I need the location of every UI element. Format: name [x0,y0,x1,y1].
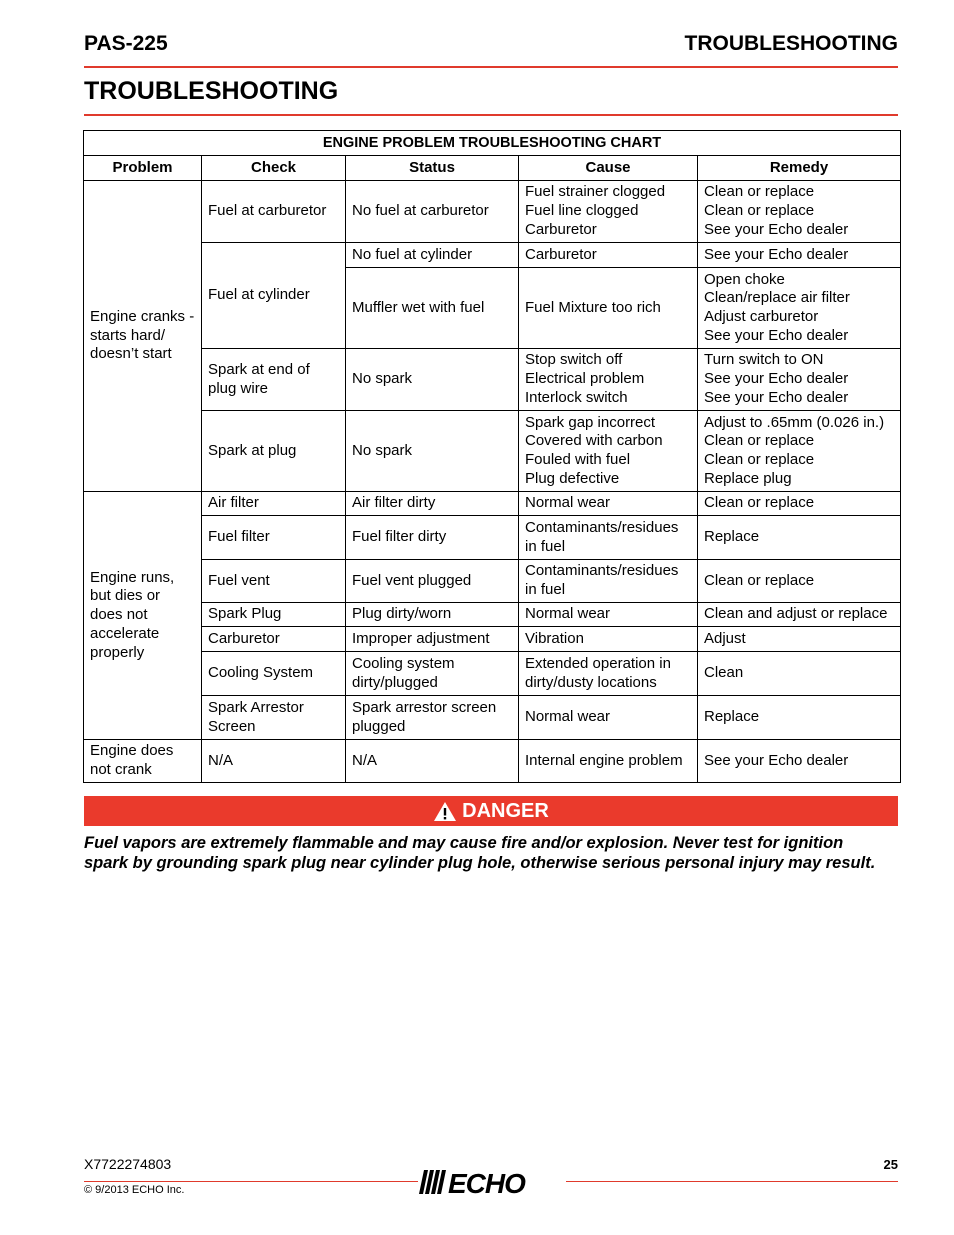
table-row [84,627,901,652]
cause-line: Interlock switch [525,388,628,406]
remedy-line: Adjust carburetor [704,308,819,325]
table-row [84,492,901,516]
status-cell: Air filter dirty [346,492,519,516]
check-cell: Spark at plug [202,411,346,492]
remedy-line: Open choke [704,270,785,288]
table-header-row [84,156,901,181]
table-row [84,560,901,603]
remedy-line: See your Echo dealer [704,326,849,344]
table-row [84,181,901,243]
check-cell: Air filter [202,492,346,516]
cause-cell: Carburetor [519,243,698,268]
remedy-cell: See your Echo dealer [698,740,901,783]
model-name: PAS-225 [84,32,168,55]
problem-cell: Engine runs, but dies or does not accelerate properly [84,492,202,740]
remedy-cell: Clean or replace [698,492,901,516]
remedy-line: See your Echo dealer [704,370,849,388]
check-cell: Cooling System [202,652,346,696]
check-cell: Spark Arrestor Screen [202,696,346,740]
remedy-cell [698,268,901,349]
copyright: © 9/2013 ECHO Inc. [84,1184,185,1196]
column-header: Problem [84,156,202,181]
table-row [84,740,901,783]
cause-cell: Normal wear [519,603,698,627]
column-header: Check [202,156,346,181]
cause-line: Covered with carbon [525,432,663,450]
cause-line: Fuel line clogged [525,202,639,220]
cause-line: Stop switch off [525,351,623,369]
echo-logo [418,1166,566,1200]
page-title: TROUBLESHOOTING [84,76,898,116]
remedy-cell [698,349,901,411]
cause-cell: Vibration [519,627,698,652]
table-row [84,603,901,627]
page-header [84,30,898,68]
remedy-cell: Clean or replace [698,560,901,603]
remedy-cell: Replace [698,516,901,560]
status-cell: Plug dirty/worn [346,603,519,627]
remedy-line: Clean/replace air filter [704,289,850,307]
remedy-cell [698,411,901,492]
remedy-line: Clean or replace [704,202,815,220]
remedy-cell: Adjust [698,627,901,652]
remedy-line: Clean or replace [704,183,815,201]
column-header: Status [346,156,519,181]
table-row [84,411,901,492]
cause-cell: Normal wear [519,492,698,516]
status-cell: Muffler wet with fuel [346,268,519,349]
status-cell: No fuel at cylinder [346,243,519,268]
troubleshooting-table [83,130,901,783]
cause-line: Carburetor [525,220,597,238]
column-header: Cause [519,156,698,181]
check-cell: Spark Plug [202,603,346,627]
remedy-line: Clean or replace [704,451,815,468]
check-cell: Fuel at carburetor [202,181,346,243]
cause-cell: Fuel Mixture too rich [519,268,698,349]
cause-cell [519,349,698,411]
status-cell: No spark [346,411,519,492]
check-cell: Spark at end of plug wire [202,349,346,411]
logo-text: ECHO [448,1168,525,1199]
cause-line: Fuel strainer clogged [525,183,666,201]
cause-line: Electrical problem [525,370,645,388]
table-row [84,696,901,740]
danger-label: DANGER [462,799,549,822]
cause-line: Plug defective [525,469,620,487]
remedy-line: See your Echo dealer [704,388,849,406]
check-cell: Fuel at cylinder [202,243,346,349]
cause-cell: Contaminants/residues in fuel [519,560,698,603]
check-cell: Fuel vent [202,560,346,603]
table-row [84,349,901,411]
cause-cell: Contaminants/residues in fuel [519,516,698,560]
status-cell: Improper adjustment [346,627,519,652]
danger-text: Fuel vapors are extremely flammable and may cause fire and/or explosion. Never test for ignition spark by grounding spark plug near cylinder plug hole, otherwise serious personal injury may result. [84,834,876,872]
remedy-line: Clean or replace [704,432,815,450]
remedy-cell: Clean and adjust or replace [698,603,901,627]
remedy-cell: Replace [698,696,901,740]
table-row [84,516,901,560]
page-number: 25 [883,1157,898,1172]
check-cell: Fuel filter [202,516,346,560]
cause-line: Fouled with fuel [525,451,631,468]
cause-cell [519,411,698,492]
remedy-cell: Clean [698,652,901,696]
status-cell: Spark arrestor screen plugged [346,696,519,740]
table-row [84,652,901,696]
status-cell: No fuel at carburetor [346,181,519,243]
remedy-line: Replace plug [704,469,792,487]
status-cell: N/A [346,740,519,783]
remedy-line: Adjust to .65mm (0.026 in.) [704,413,885,431]
table-caption: ENGINE PROBLEM TROUBLESHOOTING CHART [84,131,901,156]
cause-cell: Normal wear [519,696,698,740]
check-cell: Carburetor [202,627,346,652]
danger-banner [84,796,898,826]
section-name: TROUBLESHOOTING [684,32,898,55]
problem-cell: Engine cranks - starts hard/ doesn’t start [84,181,202,492]
status-cell: Cooling system dirty/plugged [346,652,519,696]
remedy-cell [698,181,901,243]
cause-cell: Internal engine problem [519,740,698,783]
status-cell: Fuel filter dirty [346,516,519,560]
table-caption-row [84,131,901,156]
cause-cell: Extended operation in dirty/dusty locations [519,652,698,696]
part-number: X7722274803 [84,1156,172,1172]
check-cell: N/A [202,740,346,783]
column-header: Remedy [698,156,901,181]
problem-cell: Engine does not crank [84,740,202,783]
table-row [84,243,901,268]
remedy-line: See your Echo dealer [704,220,849,238]
cause-cell [519,181,698,243]
echo-logo-icon [418,1166,566,1200]
warning-triangle-icon [433,801,457,822]
remedy-line: Turn switch to ON [704,351,824,369]
status-cell: No spark [346,349,519,411]
cause-line: Spark gap incorrect [525,413,656,431]
status-cell: Fuel vent plugged [346,560,519,603]
remedy-cell: See your Echo dealer [698,243,901,268]
